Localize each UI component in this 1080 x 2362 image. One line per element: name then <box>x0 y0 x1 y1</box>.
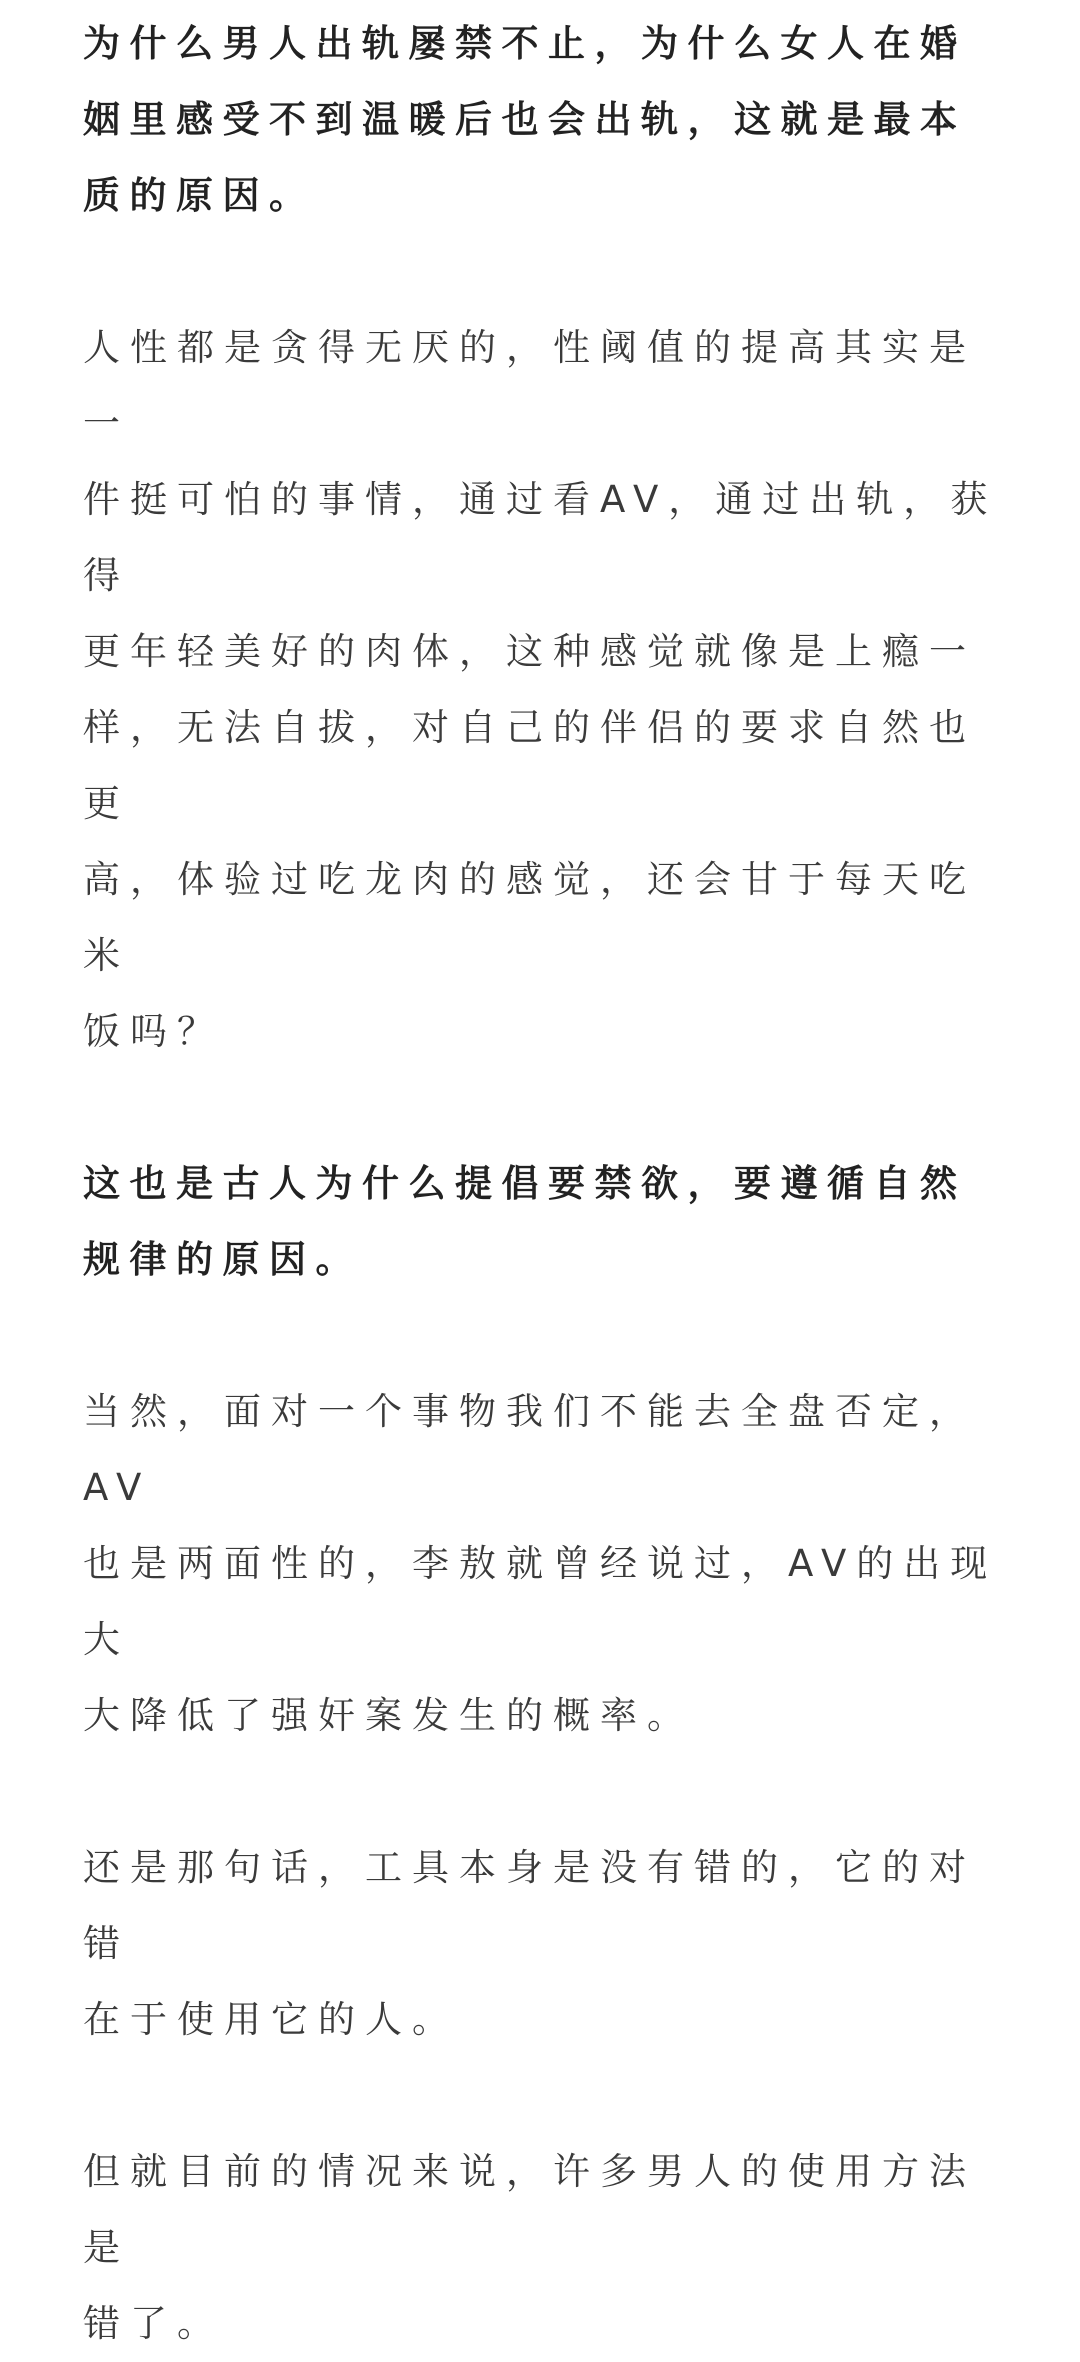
paragraph-3 <box>83 1146 1007 1298</box>
paragraph-line: 更年轻美好的肉体，这种感觉就像是上瘾一 <box>83 630 976 673</box>
paragraph-spacer <box>83 1754 1007 1830</box>
paragraph-line: 件挺可怕的事情，通过看AV，通过出轨，获得 <box>83 478 998 597</box>
article-body <box>83 6 1007 2362</box>
paragraph-line: 错了。 <box>83 2302 224 2345</box>
paragraph-line: 高，体验过吃龙肉的感觉，还会甘于每天吃米 <box>83 858 976 977</box>
paragraph-spacer <box>83 1070 1007 1146</box>
paragraph-line: 当然，面对一个事物我们不能去全盘否定，AV <box>83 1390 976 1509</box>
paragraph-line: 规律的原因。 <box>83 1238 362 1281</box>
paragraph-line: 质的原因。 <box>83 174 316 217</box>
paragraph-line: 还是那句话，工具本身是没有错的，它的对错 <box>83 1846 976 1965</box>
paragraph-line: 饭吗？ <box>83 1010 224 1053</box>
paragraph-line: 为什么男人出轨屡禁不止，为什么女人在婚 <box>83 22 967 65</box>
paragraph-line: 但就目前的情况来说，许多男人的使用方法是 <box>83 2150 976 2269</box>
paragraph-4 <box>83 1374 1007 1754</box>
paragraph-line: 姻里感受不到温暖后也会出轨，这就是最本 <box>83 98 967 141</box>
paragraph-1 <box>83 6 1007 234</box>
paragraph-line: 这也是古人为什么提倡要禁欲，要遵循自然 <box>83 1162 967 1205</box>
paragraph-2 <box>83 310 1007 1070</box>
paragraph-line: 在于使用它的人。 <box>83 1998 459 2041</box>
paragraph-line: 人性都是贪得无厌的，性阈值的提高其实是一 <box>83 326 976 445</box>
paragraph-spacer <box>83 1298 1007 1374</box>
paragraph-line: 也是两面性的，李敖就曾经说过，AV的出现大 <box>83 1542 998 1661</box>
paragraph-5 <box>83 1830 1007 2058</box>
paragraph-line: 大降低了强奸案发生的概率。 <box>83 1694 694 1737</box>
paragraph-6 <box>83 2134 1007 2362</box>
paragraph-spacer <box>83 234 1007 310</box>
paragraph-line: 样，无法自拔，对自己的伴侣的要求自然也更 <box>83 706 976 825</box>
paragraph-spacer <box>83 2058 1007 2134</box>
